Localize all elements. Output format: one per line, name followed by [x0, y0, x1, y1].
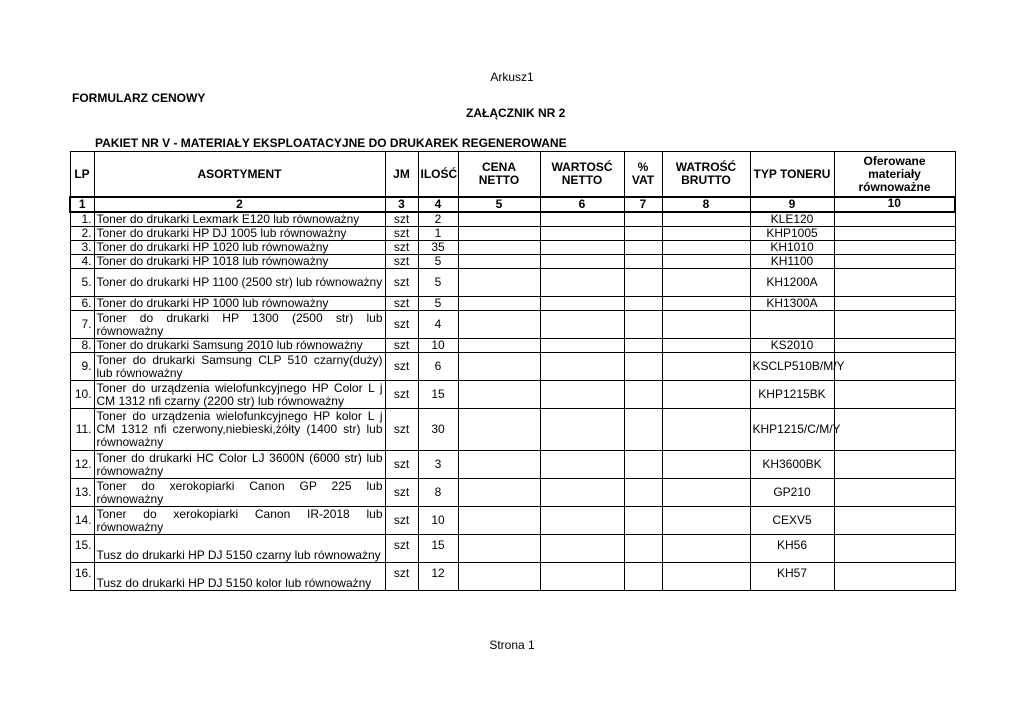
row-lp: 12.	[70, 451, 94, 479]
row-lp: 1.	[70, 212, 94, 227]
table-row	[70, 269, 955, 297]
row-quantity: 5	[418, 255, 458, 269]
row-offered	[834, 227, 955, 241]
row-offered	[834, 311, 955, 339]
table-row	[70, 535, 955, 563]
row-description: Toner do drukarki HP 1000 lub równoważny	[94, 297, 385, 311]
row-vat	[624, 297, 662, 311]
row-quantity: 3	[418, 451, 458, 479]
row-description: Toner do drukarki Samsung CLP 510 czarny(duży) lub równoważny	[94, 353, 385, 381]
column-number: 1	[70, 197, 94, 212]
table-row	[70, 311, 955, 339]
price-table	[69, 151, 956, 591]
row-net-value	[540, 507, 624, 535]
row-description: Toner do xerokopiarki Canon IR-2018 lub równoważny	[94, 507, 385, 535]
row-net-price	[458, 241, 540, 255]
row-quantity: 4	[418, 311, 458, 339]
row-description: Toner do drukarki HP 1020 lub równoważny	[94, 241, 385, 255]
row-offered	[834, 381, 955, 409]
table-row	[70, 255, 955, 269]
row-net-value	[540, 563, 624, 591]
header-toner-type: TYP TONERU	[750, 152, 834, 198]
row-quantity: 10	[418, 507, 458, 535]
table-row	[70, 212, 955, 227]
row-quantity: 15	[418, 535, 458, 563]
row-toner-type: GP210	[750, 479, 834, 507]
row-net-price	[458, 353, 540, 381]
row-toner-type: KH1300A	[750, 297, 834, 311]
row-description: Tusz do drukarki HP DJ 5150 kolor lub równoważny	[94, 563, 385, 591]
row-offered	[834, 479, 955, 507]
column-number: 8	[662, 197, 750, 212]
table-row	[70, 479, 955, 507]
annex-label: ZAŁĄCZNIK NR 2	[466, 106, 566, 120]
row-gross-value	[662, 297, 750, 311]
table-row	[70, 227, 955, 241]
row-net-price	[458, 535, 540, 563]
row-net-value	[540, 297, 624, 311]
row-unit: szt	[385, 269, 418, 297]
row-vat	[624, 563, 662, 591]
row-net-price	[458, 311, 540, 339]
header-net-value: WARTOSĆ NETTO	[540, 152, 624, 198]
row-description: Toner do drukarki Lexmark E120 lub równoważny	[94, 212, 385, 227]
column-number: 6	[540, 197, 624, 212]
row-description: Toner do drukarki HC Color LJ 3600N (6000 str) lub równoważny	[94, 451, 385, 479]
row-net-price	[458, 563, 540, 591]
header-vat: % VAT	[624, 152, 662, 198]
row-quantity: 5	[418, 297, 458, 311]
row-offered	[834, 451, 955, 479]
row-description: Toner do urządzenia wielofunkcyjnego HP kolor L j CM 1312 nfi czerwony,niebieski,żółty (1400 str) lub równoważny	[94, 409, 385, 451]
row-lp: 13.	[70, 479, 94, 507]
row-net-value	[540, 255, 624, 269]
row-description: Toner do drukarki HP DJ 1005 lub równoważny	[94, 227, 385, 241]
row-lp: 16.	[70, 563, 94, 591]
row-net-price	[458, 339, 540, 353]
column-number: 5	[458, 197, 540, 212]
row-lp: 9.	[70, 353, 94, 381]
column-number: 3	[385, 197, 418, 212]
header-unit: JM	[385, 152, 418, 198]
row-gross-value	[662, 311, 750, 339]
row-unit: szt	[385, 241, 418, 255]
row-description: Toner do drukarki Samsung 2010 lub równoważny	[94, 339, 385, 353]
row-vat	[624, 255, 662, 269]
row-unit: szt	[385, 507, 418, 535]
row-lp: 8.	[70, 339, 94, 353]
row-lp: 2.	[70, 227, 94, 241]
row-toner-type: KH56	[750, 535, 834, 563]
row-quantity: 10	[418, 339, 458, 353]
table-row	[70, 507, 955, 535]
row-lp: 5.	[70, 269, 94, 297]
row-gross-value	[662, 255, 750, 269]
row-net-value	[540, 479, 624, 507]
row-quantity: 15	[418, 381, 458, 409]
table-row	[70, 563, 955, 591]
row-net-price	[458, 451, 540, 479]
table-row	[70, 241, 955, 255]
row-net-value	[540, 381, 624, 409]
row-net-value	[540, 339, 624, 353]
row-net-value	[540, 535, 624, 563]
column-number: 4	[418, 197, 458, 212]
header-offered: Oferowane materiały równoważne	[834, 152, 955, 198]
row-description: Toner do xerokopiarki Canon GP 225 lub równoważny	[94, 479, 385, 507]
row-lp: 15.	[70, 535, 94, 563]
row-net-price	[458, 381, 540, 409]
row-net-value	[540, 409, 624, 451]
row-offered	[834, 409, 955, 451]
row-quantity: 1	[418, 227, 458, 241]
row-description: Toner do urządzenia wielofunkcyjnego HP Color L j CM 1312 nfi czarny (2200 str) lub równoważny	[94, 381, 385, 409]
row-net-price	[458, 297, 540, 311]
row-net-value	[540, 353, 624, 381]
row-quantity: 12	[418, 563, 458, 591]
column-number: 7	[624, 197, 662, 212]
row-toner-type: KH1100	[750, 255, 834, 269]
row-vat	[624, 311, 662, 339]
header-row	[70, 152, 955, 198]
row-description: Toner do drukarki HP 1100 (2500 str) lub równoważny	[94, 269, 385, 297]
row-net-value	[540, 451, 624, 479]
header-quantity: ILOŚĆ	[418, 152, 458, 198]
row-net-price	[458, 479, 540, 507]
row-offered	[834, 507, 955, 535]
row-quantity: 35	[418, 241, 458, 255]
row-unit: szt	[385, 255, 418, 269]
row-gross-value	[662, 479, 750, 507]
row-toner-type: KH1200A	[750, 269, 834, 297]
row-unit: szt	[385, 311, 418, 339]
row-unit: szt	[385, 409, 418, 451]
row-lp: 6.	[70, 297, 94, 311]
row-net-value	[540, 311, 624, 339]
row-gross-value	[662, 535, 750, 563]
row-gross-value	[662, 269, 750, 297]
row-description: Tusz do drukarki HP DJ 5150 czarny lub równoważny	[94, 535, 385, 563]
row-unit: szt	[385, 563, 418, 591]
row-vat	[624, 507, 662, 535]
row-toner-type: KH3600BK	[750, 451, 834, 479]
row-toner-type: KHP1005	[750, 227, 834, 241]
row-net-price	[458, 255, 540, 269]
row-toner-type: KHP1215/C/M/Y	[750, 409, 834, 451]
row-quantity: 5	[418, 269, 458, 297]
row-quantity: 8	[418, 479, 458, 507]
sheet-title: Arkusz1	[490, 70, 534, 84]
header-gross-value: WATROŚĆ BRUTTO	[662, 152, 750, 198]
row-unit: szt	[385, 353, 418, 381]
package-title: PAKIET NR V - MATERIAŁY EKSPLOATACYJNE DO DRUKAREK REGENEROWANE	[95, 136, 567, 150]
row-net-price	[458, 507, 540, 535]
row-lp: 14.	[70, 507, 94, 535]
row-net-value	[540, 227, 624, 241]
table-row	[70, 339, 955, 353]
column-number: 9	[750, 197, 834, 212]
row-gross-value	[662, 212, 750, 227]
row-lp: 10.	[70, 381, 94, 409]
row-toner-type: KH1010	[750, 241, 834, 255]
table-row	[70, 297, 955, 311]
row-net-price	[458, 227, 540, 241]
row-unit: szt	[385, 339, 418, 353]
row-gross-value	[662, 451, 750, 479]
row-net-price	[458, 409, 540, 451]
row-unit: szt	[385, 212, 418, 227]
row-toner-type	[750, 311, 834, 339]
row-vat	[624, 241, 662, 255]
table-row	[70, 353, 955, 381]
row-toner-type: KLE120	[750, 212, 834, 227]
header-lp: LP	[70, 152, 94, 198]
row-vat	[624, 451, 662, 479]
row-toner-type: KHP1215BK	[750, 381, 834, 409]
column-number: 10	[834, 197, 955, 212]
table-row	[70, 381, 955, 409]
row-gross-value	[662, 507, 750, 535]
row-offered	[834, 563, 955, 591]
row-vat	[624, 269, 662, 297]
row-vat	[624, 353, 662, 381]
row-lp: 11.	[70, 409, 94, 451]
row-net-value	[540, 269, 624, 297]
column-number-row	[70, 197, 955, 212]
row-vat	[624, 227, 662, 241]
row-unit: szt	[385, 297, 418, 311]
row-unit: szt	[385, 381, 418, 409]
row-vat	[624, 339, 662, 353]
form-title: FORMULARZ CENOWY	[72, 91, 206, 105]
row-vat	[624, 535, 662, 563]
row-gross-value	[662, 339, 750, 353]
row-quantity: 2	[418, 212, 458, 227]
row-vat	[624, 212, 662, 227]
row-description: Toner do drukarki HP 1018 lub równoważny	[94, 255, 385, 269]
row-quantity: 6	[418, 353, 458, 381]
row-offered	[834, 241, 955, 255]
row-gross-value	[662, 227, 750, 241]
row-offered	[834, 269, 955, 297]
row-unit: szt	[385, 451, 418, 479]
row-offered	[834, 212, 955, 227]
row-vat	[624, 381, 662, 409]
row-net-value	[540, 241, 624, 255]
row-offered	[834, 297, 955, 311]
row-gross-value	[662, 409, 750, 451]
row-offered	[834, 535, 955, 563]
row-net-value	[540, 212, 624, 227]
row-lp: 7.	[70, 311, 94, 339]
row-lp: 3.	[70, 241, 94, 255]
table-row	[70, 409, 955, 451]
row-net-price	[458, 269, 540, 297]
row-offered	[834, 353, 955, 381]
row-offered	[834, 339, 955, 353]
row-net-price	[458, 212, 540, 227]
page-footer: Strona 1	[489, 638, 535, 652]
row-unit: szt	[385, 479, 418, 507]
table-row	[70, 451, 955, 479]
header-net-price: CENA NETTO	[458, 152, 540, 198]
row-gross-value	[662, 563, 750, 591]
row-toner-type: KS2010	[750, 339, 834, 353]
row-gross-value	[662, 241, 750, 255]
header-assortment: ASORTYMENT	[94, 152, 385, 198]
row-toner-type: KSCLP510B/M/Y	[750, 353, 834, 381]
row-vat	[624, 479, 662, 507]
row-gross-value	[662, 353, 750, 381]
row-toner-type: KH57	[750, 563, 834, 591]
row-lp: 4.	[70, 255, 94, 269]
row-quantity: 30	[418, 409, 458, 451]
column-number: 2	[94, 197, 385, 212]
row-unit: szt	[385, 227, 418, 241]
row-unit: szt	[385, 535, 418, 563]
row-description: Toner do drukarki HP 1300 (2500 str) lub równoważny	[94, 311, 385, 339]
row-toner-type: CEXV5	[750, 507, 834, 535]
row-vat	[624, 409, 662, 451]
row-gross-value	[662, 381, 750, 409]
row-offered	[834, 255, 955, 269]
